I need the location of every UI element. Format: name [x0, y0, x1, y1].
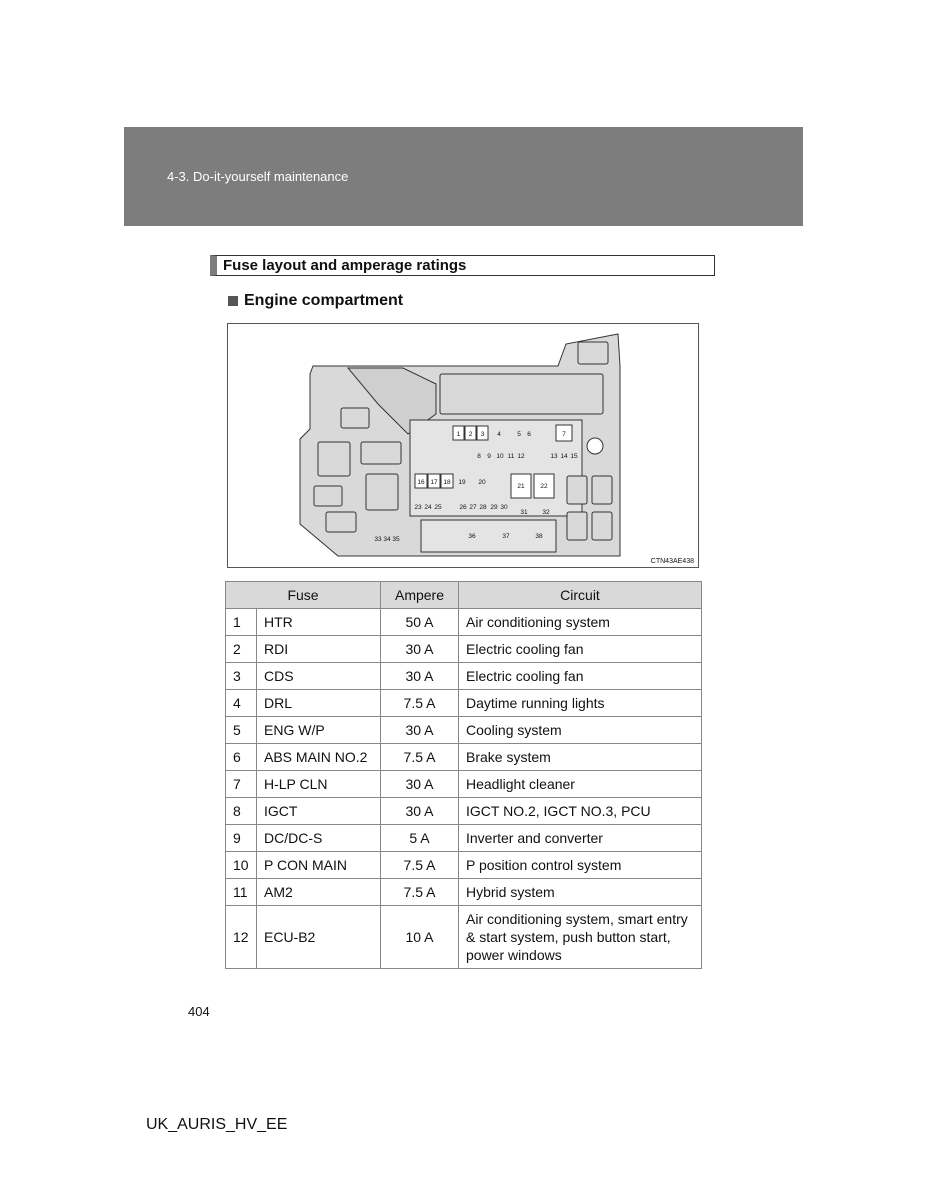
row-circuit: Daytime running lights — [459, 690, 702, 717]
label-3: 3 — [480, 431, 485, 438]
table-row — [226, 663, 702, 690]
table-row — [226, 636, 702, 663]
row-number: 3 — [226, 663, 257, 690]
fuse-box-illustration — [228, 324, 700, 569]
row-fuse: CDS — [257, 663, 381, 690]
label-24: 24 — [424, 504, 432, 511]
row-fuse: ENG W/P — [257, 717, 381, 744]
table-row — [226, 609, 702, 636]
row-ampere: 7.5 A — [381, 744, 459, 771]
row-number: 1 — [226, 609, 257, 636]
row-fuse: DC/DC-S — [257, 825, 381, 852]
left-relay-6 — [326, 512, 356, 532]
label-8: 8 — [477, 453, 481, 460]
row-ampere: 7.5 A — [381, 852, 459, 879]
row-fuse: ABS MAIN NO.2 — [257, 744, 381, 771]
row-number: 6 — [226, 744, 257, 771]
header-band — [124, 127, 803, 226]
table-row — [226, 798, 702, 825]
row-number: 11 — [226, 879, 257, 906]
table-row — [226, 744, 702, 771]
label-2: 2 — [468, 431, 473, 438]
label-21: 21 — [517, 483, 525, 490]
table-row — [226, 825, 702, 852]
row-ampere: 7.5 A — [381, 690, 459, 717]
header-ampere: Ampere — [381, 582, 459, 609]
label-37: 37 — [502, 533, 510, 540]
row-circuit: IGCT NO.2, IGCT NO.3, PCU — [459, 798, 702, 825]
table-row — [226, 690, 702, 717]
row-circuit: Electric cooling fan — [459, 636, 702, 663]
row-ampere: 30 A — [381, 717, 459, 744]
ground-terminal — [587, 438, 603, 454]
table-row — [226, 717, 702, 744]
left-relay-1 — [341, 408, 369, 428]
label-29: 29 — [490, 504, 498, 511]
row-fuse: ECU-B2 — [257, 906, 381, 969]
figure-code: CTN43AE438 — [650, 558, 694, 565]
row-fuse: P CON MAIN — [257, 852, 381, 879]
row-number: 2 — [226, 636, 257, 663]
label-10: 10 — [496, 453, 504, 460]
row-number: 7 — [226, 771, 257, 798]
row-fuse: RDI — [257, 636, 381, 663]
row-fuse: HTR — [257, 609, 381, 636]
fuse-table — [225, 581, 702, 969]
row-circuit: Inverter and converter — [459, 825, 702, 852]
label-7: 7 — [562, 431, 566, 438]
row-ampere: 5 A — [381, 825, 459, 852]
row-fuse: AM2 — [257, 879, 381, 906]
row-number: 9 — [226, 825, 257, 852]
row-ampere: 50 A — [381, 609, 459, 636]
left-relay-2 — [318, 442, 350, 476]
row-circuit: Brake system — [459, 744, 702, 771]
label-27: 27 — [469, 504, 477, 511]
left-relay-5 — [366, 474, 398, 510]
table-row — [226, 906, 702, 969]
right-relay-3 — [567, 512, 587, 540]
table-header-row — [226, 582, 702, 609]
right-relay-1 — [567, 476, 587, 504]
label-18: 18 — [443, 479, 451, 486]
table-row — [226, 852, 702, 879]
row-circuit: Cooling system — [459, 717, 702, 744]
label-31: 31 — [520, 509, 528, 516]
table-row — [226, 879, 702, 906]
header-circuit: Circuit — [459, 582, 702, 609]
section-heading-box — [210, 255, 715, 276]
row-number: 5 — [226, 717, 257, 744]
top-right-cover — [578, 342, 608, 364]
square-bullet-icon — [228, 296, 238, 306]
label-33: 33 — [374, 536, 382, 543]
label-5: 5 — [517, 431, 521, 438]
label-11: 11 — [507, 453, 515, 460]
row-circuit: Air conditioning system, smart entry & start system, push button start, power windows — [459, 906, 702, 969]
large-relay-block — [440, 374, 603, 414]
left-relay-3 — [361, 442, 401, 464]
row-ampere: 30 A — [381, 636, 459, 663]
right-relay-4 — [592, 512, 612, 540]
subsection-title: Engine compartment — [244, 292, 404, 309]
page-number: 404 — [188, 1004, 210, 1019]
row-number: 4 — [226, 690, 257, 717]
label-38: 38 — [535, 533, 543, 540]
left-relay-4 — [314, 486, 342, 506]
row-number: 10 — [226, 852, 257, 879]
row-number: 8 — [226, 798, 257, 825]
label-14: 14 — [560, 453, 568, 460]
label-20: 20 — [478, 479, 486, 486]
row-ampere: 30 A — [381, 663, 459, 690]
row-ampere: 7.5 A — [381, 879, 459, 906]
label-22: 22 — [540, 483, 548, 490]
label-28: 28 — [479, 504, 487, 511]
table-row — [226, 771, 702, 798]
row-circuit: P position control system — [459, 852, 702, 879]
label-12: 12 — [517, 453, 525, 460]
label-19: 19 — [458, 479, 466, 486]
label-4: 4 — [497, 431, 501, 438]
label-17: 17 — [430, 479, 438, 486]
section-title: Fuse layout and amperage ratings — [223, 257, 467, 274]
row-circuit: Hybrid system — [459, 879, 702, 906]
header-fuse: Fuse — [226, 582, 381, 609]
row-circuit: Electric cooling fan — [459, 663, 702, 690]
row-circuit: Headlight cleaner — [459, 771, 702, 798]
label-15: 15 — [570, 453, 578, 460]
label-9: 9 — [487, 453, 491, 460]
row-fuse: H-LP CLN — [257, 771, 381, 798]
subsection-heading — [228, 292, 403, 310]
row-ampere: 30 A — [381, 798, 459, 825]
label-13: 13 — [550, 453, 558, 460]
row-circuit: Air conditioning system — [459, 609, 702, 636]
label-36: 36 — [468, 533, 476, 540]
label-30: 30 — [500, 504, 508, 511]
label-16: 16 — [417, 479, 425, 486]
row-fuse: DRL — [257, 690, 381, 717]
row-number: 12 — [226, 906, 257, 969]
label-35: 35 — [392, 536, 400, 543]
fuse-box-diagram — [227, 323, 699, 568]
label-32: 32 — [542, 509, 550, 516]
label-1: 1 — [456, 431, 461, 438]
label-23: 23 — [414, 504, 422, 511]
row-ampere: 30 A — [381, 771, 459, 798]
footer-code: UK_AURIS_HV_EE — [146, 1116, 288, 1133]
header-section-title: 4-3. Do-it-yourself maintenance — [167, 169, 349, 184]
label-26: 26 — [459, 504, 467, 511]
row-fuse: IGCT — [257, 798, 381, 825]
label-34: 34 — [383, 536, 391, 543]
label-6: 6 — [527, 431, 531, 438]
label-25: 25 — [434, 504, 442, 511]
row-ampere: 10 A — [381, 906, 459, 969]
right-relay-2 — [592, 476, 612, 504]
